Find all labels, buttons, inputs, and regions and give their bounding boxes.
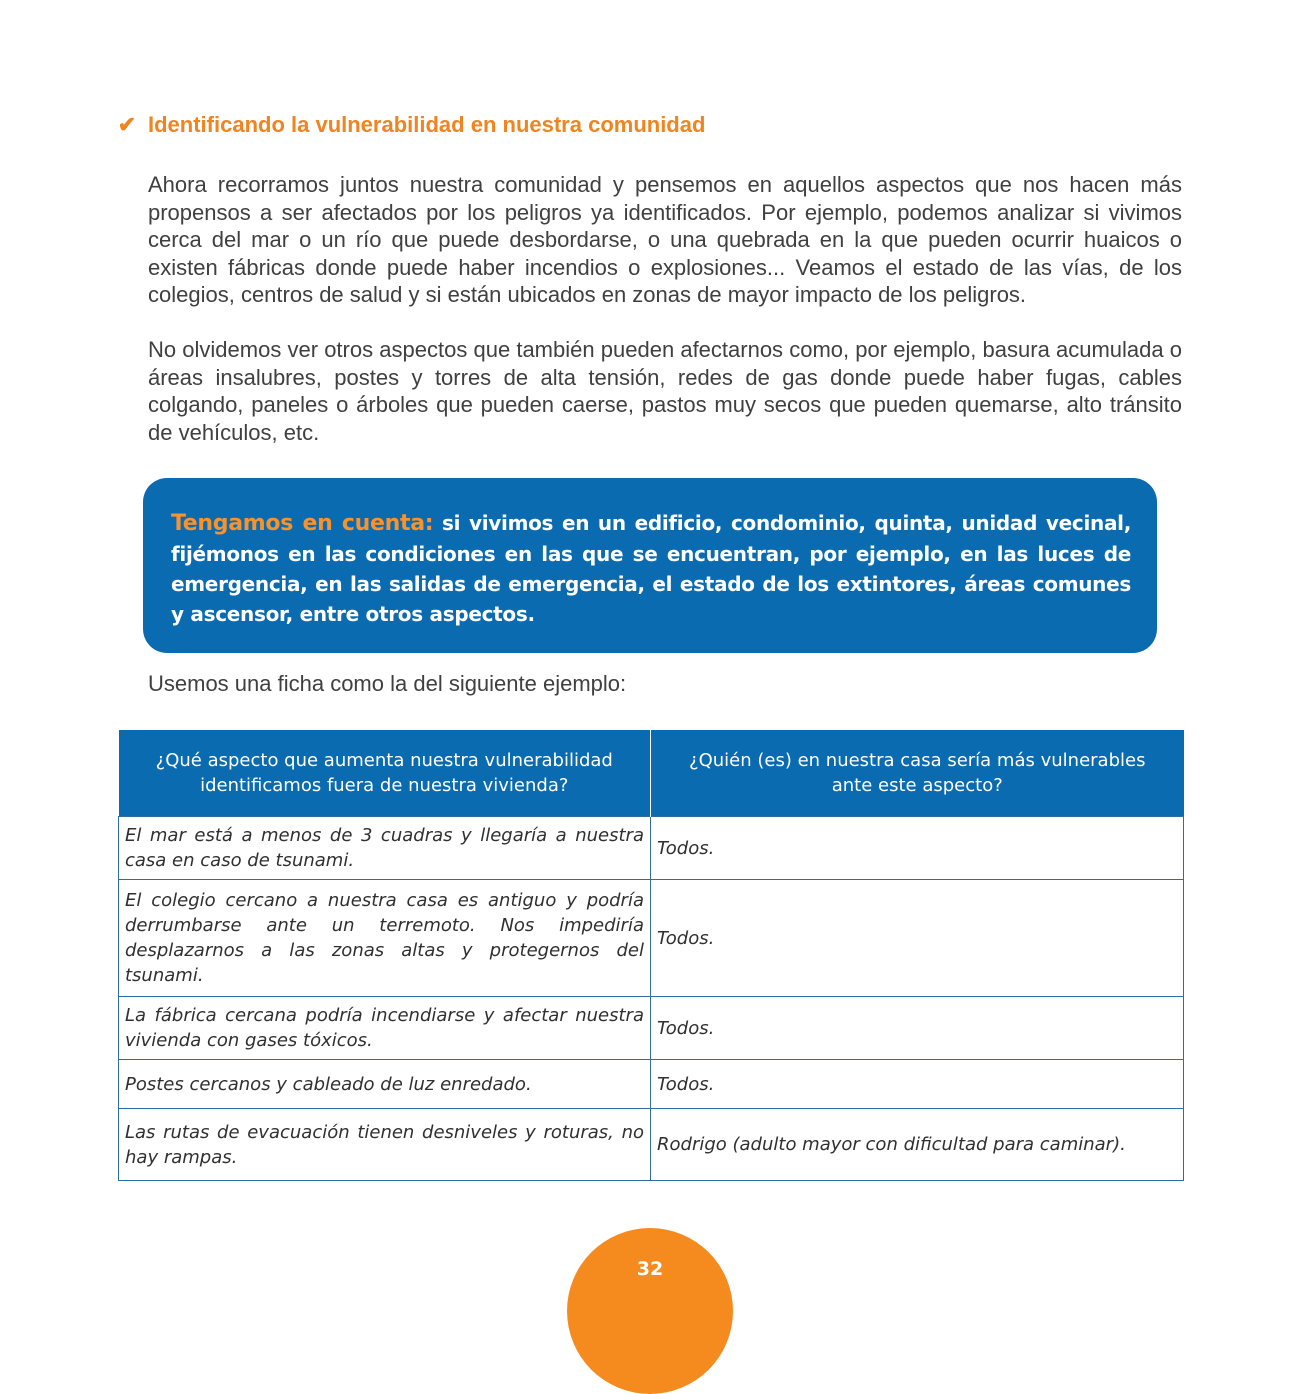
table-cell-aspect: El colegio cercano a nuestra casa es antiguo y podría derrumbarse ante un terremoto. Nos impediría desplazarnos a las zonas altas y protegernos del tsunami. [119, 880, 651, 997]
table-cell-who: Todos. [651, 880, 1184, 997]
callout-box [143, 478, 1157, 653]
table-row [119, 817, 1184, 880]
callout-text-block [171, 508, 1131, 629]
section-heading [116, 112, 705, 138]
paragraph-1: Ahora recorramos juntos nuestra comunidad y pensemos en aquellos aspectos que nos hacen más propensos a ser afectados por los peligros ya identificados. Por ejemplo, podemos analizar si vivimos cerca del mar o un río que puede desbordarse, o una quebrada en la que pueden ocurrir huaicos o existen fábricas donde puede haber incendios o explosiones... Veamos el estado de las vías, de los colegios, centros de salud y si están ubicados en zonas de mayor impacto de los peligros. [148, 172, 1182, 307]
table-cell-aspect: Postes cercanos y cableado de luz enredado. [119, 1060, 651, 1109]
table-row [119, 880, 1184, 997]
table-row [119, 997, 1184, 1060]
table-cell-aspect: La fábrica cercana podría incendiarse y afectar nuestra vivienda con gases tóxicos. [119, 997, 651, 1060]
table-cell-who: Rodrigo (adulto mayor con dificultad para caminar). [651, 1109, 1184, 1181]
page-number: 32 [636, 1258, 664, 1280]
table-cell-aspect: Las rutas de evacuación tienen desniveles y roturas, no hay rampas. [119, 1109, 651, 1181]
callout-body: si vivimos en un edificio, condominio, quinta, unidad vecinal, fijémonos en las condiciones en las que se encuentran, por ejemplo, en las luces de emergencia, en las salidas de emergencia, el estado de los extintores, áreas comunes y ascensor, entre otros aspectos. [171, 511, 1132, 626]
table-intro: Usemos una ficha como la del siguiente ejemplo: [148, 671, 627, 696]
table-header-aspect: ¿Qué aspecto que aumenta nuestra vulnerabilidad identificamos fuera de nuestra vivienda? [119, 730, 651, 817]
table-header-who: ¿Quién (es) en nuestra casa sería más vulnerables ante este aspecto? [651, 730, 1184, 817]
table-header-row [119, 730, 1184, 817]
callout-lead: Tengamos en cuenta: [171, 511, 434, 536]
table-cell-aspect: El mar está a menos de 3 cuadras y llegaría a nuestra casa en caso de tsunami. [119, 817, 651, 880]
vulnerability-table [118, 730, 1184, 1181]
checkmark-icon: ✔ [117, 112, 137, 137]
page-number-badge [567, 1228, 733, 1394]
table-row [119, 1109, 1184, 1181]
paragraph-2: No olvidemos ver otros aspectos que también pueden afectarnos como, por ejemplo, basura acumulada o áreas insalubres, postes y torres de alta tensión, redes de gas donde puede haber fugas, cables colgando, paneles o árboles que pueden caerse, pastos muy secos que pueden quemarse, alto tránsito de vehículos, etc. [148, 337, 1182, 445]
table-cell-who: Todos. [651, 817, 1184, 880]
table-cell-who: Todos. [651, 997, 1184, 1060]
section-heading-text: Identificando la vulnerabilidad en nuestra comunidad [148, 112, 706, 137]
table-cell-who: Todos. [651, 1060, 1184, 1109]
table-row [119, 1060, 1184, 1109]
